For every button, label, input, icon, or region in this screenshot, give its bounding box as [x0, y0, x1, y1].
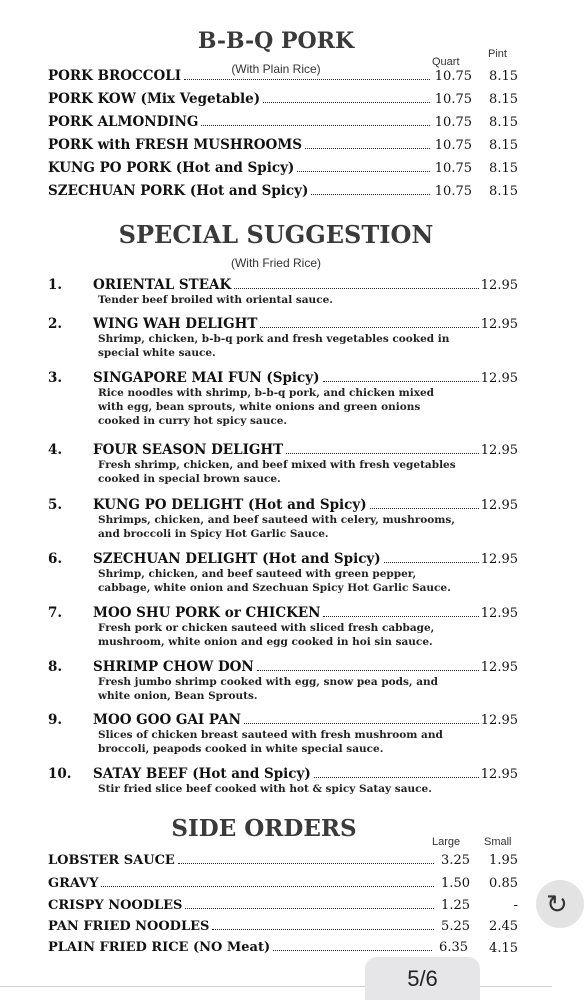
- side-order-item: [48, 898, 518, 918]
- item-price: 12.95: [480, 552, 518, 567]
- item-description: Stir fried slice beef cooked with hot & spicy Satay sauce.: [98, 783, 432, 795]
- item-number: 3.: [48, 370, 63, 386]
- item-number: 9.: [48, 712, 63, 728]
- special-item: [48, 605, 518, 649]
- side-order-item: [48, 919, 518, 939]
- leader-dots: [178, 863, 434, 864]
- leader-dots: [234, 288, 479, 289]
- special-item: [48, 277, 518, 307]
- item-price: 12.95: [480, 660, 518, 675]
- item-price: 12.95: [480, 767, 518, 782]
- item-price: 12.95: [480, 371, 518, 386]
- item-price: 12.95: [480, 606, 518, 621]
- col-large: Large: [432, 836, 461, 848]
- item-name: PORK BROCCOLI: [48, 68, 182, 84]
- special-item: [48, 712, 518, 756]
- item-name: PORK with FRESH MUSHROOMS: [48, 137, 303, 153]
- price-large: 6.35: [439, 940, 468, 955]
- item-name: FOUR SEASON DELIGHT: [93, 442, 284, 458]
- menu-item: [48, 160, 518, 180]
- leader-dots: [314, 777, 479, 778]
- rotate-icon[interactable]: ↻: [536, 880, 584, 928]
- item-name: MOO SHU PORK or CHICKEN: [93, 605, 321, 621]
- item-price: 12.95: [480, 317, 518, 332]
- price-quart: 10.75: [434, 161, 472, 176]
- col-pint: Pint: [488, 48, 507, 60]
- item-name: KUNG PO PORK (Hot and Spicy): [48, 160, 295, 176]
- item-description: Tender beef broiled with oriental sauce.: [98, 294, 333, 306]
- item-price: 12.95: [480, 713, 518, 728]
- special-item: [48, 551, 518, 595]
- side-order-item: [48, 853, 518, 873]
- item-number: 8.: [48, 659, 63, 675]
- price-quart: 10.75: [434, 92, 472, 107]
- item-price: 12.95: [480, 278, 518, 293]
- leader-dots: [263, 102, 430, 103]
- special-subtitle: (With Fried Rice): [230, 256, 321, 270]
- price-quart: 10.75: [434, 138, 472, 153]
- item-number: 4.: [48, 442, 63, 458]
- leader-dots: [101, 886, 434, 887]
- item-name: KUNG PO DELIGHT (Hot and Spicy): [93, 497, 367, 513]
- item-name: GRAVY: [48, 876, 99, 891]
- leader-dots: [212, 929, 434, 930]
- leader-dots: [286, 453, 479, 454]
- page-indicator[interactable]: 5/6: [365, 957, 480, 1000]
- price-large: 3.25: [441, 853, 470, 868]
- price-large: 5.25: [441, 919, 470, 934]
- item-name: SATAY BEEF (Hot and Spicy): [93, 766, 311, 782]
- leader-dots: [370, 508, 479, 509]
- item-price: 12.95: [480, 498, 518, 513]
- leader-dots: [244, 723, 479, 724]
- price-pint: 8.15: [489, 138, 518, 153]
- item-description: Slices of chicken breast sauteed with fresh mushroom and broccoli, peapods cooked in white special sauce.: [98, 729, 443, 755]
- item-description: Fresh jumbo shrimp cooked with egg, snow pea pods, and white onion, Bean Sprouts.: [98, 676, 439, 702]
- item-name: PLAIN FRIED RICE (NO Meat): [48, 940, 271, 955]
- item-name: MOO GOO GAI PAN: [93, 712, 241, 728]
- price-quart: 10.75: [434, 184, 472, 199]
- menu-item: [48, 91, 518, 111]
- special-item: [48, 442, 518, 486]
- price-small: 2.45: [489, 919, 518, 934]
- special-title: SPECIAL SUGGESTION: [118, 220, 434, 249]
- item-number: 5.: [48, 497, 63, 513]
- item-description: Rice noodles with shrimp, b-b-q pork, and chicken mixed with egg, bean sprouts, white onions and green onions cooked in curry hot spicy sauce.: [98, 387, 434, 427]
- item-number: 6.: [48, 551, 63, 567]
- price-small: -: [513, 898, 518, 913]
- item-description: Shrimp, chicken, b-b-q pork and fresh vegetables cooked in special white sauce.: [98, 333, 450, 359]
- item-name: SZECHUAN PORK (Hot and Spicy): [48, 183, 309, 199]
- price-pint: 8.15: [489, 92, 518, 107]
- special-item: [48, 659, 518, 703]
- price-large: 1.50: [441, 876, 470, 891]
- item-description: Fresh shrimp, chicken, and beef mixed with fresh vegetables cooked in special brown sauce.: [98, 459, 456, 485]
- leader-dots: [185, 908, 434, 909]
- item-number: 2.: [48, 316, 63, 332]
- item-description: Shrimp, chicken, and beef sauteed with green pepper, cabbage, white onion and Szechuan Spicy Hot Garlic Sauce.: [98, 568, 451, 594]
- item-name: LOBSTER SAUCE: [48, 853, 175, 868]
- item-name: PORK KOW (Mix Vegetable): [48, 91, 261, 107]
- price-large: 1.25: [441, 898, 470, 913]
- price-pint: 8.15: [489, 69, 518, 84]
- leader-dots: [305, 148, 430, 149]
- special-item: [48, 370, 518, 428]
- price-small: 0.85: [489, 876, 518, 891]
- price-small: 4.15: [489, 941, 518, 956]
- item-name: SINGAPORE MAI FUN (Spicy): [93, 370, 320, 386]
- leader-dots: [323, 616, 478, 617]
- leader-dots: [311, 194, 430, 195]
- item-name: CRISPY NOODLES: [48, 898, 183, 913]
- bbq-pork-subtitle: (With Plain Rice): [231, 62, 321, 76]
- leader-dots: [384, 562, 479, 563]
- side-order-item: [48, 876, 518, 896]
- item-name: WING WAH DELIGHT: [93, 316, 258, 332]
- col-small: Small: [484, 836, 512, 848]
- leader-dots: [257, 670, 479, 671]
- price-pint: 8.15: [489, 184, 518, 199]
- col-quart: Quart: [432, 56, 460, 68]
- item-name: SHRIMP CHOW DON: [93, 659, 254, 675]
- item-description: Shrimps, chicken, and beef sauteed with celery, mushrooms, and broccoli in Spicy Hot Garlic Sauce.: [98, 514, 455, 540]
- menu-item: [48, 183, 518, 203]
- side-orders-title: SIDE ORDERS: [171, 815, 357, 842]
- price-quart: 10.75: [434, 69, 472, 84]
- bbq-pork-title: B-B-Q PORK: [197, 28, 355, 54]
- menu-item: [48, 68, 518, 88]
- item-number: 1.: [48, 277, 63, 293]
- leader-dots: [201, 125, 430, 126]
- item-name: ORIENTAL STEAK: [93, 277, 232, 293]
- item-name: SZECHUAN DELIGHT (Hot and Spicy): [93, 551, 381, 567]
- menu-item: [48, 114, 518, 134]
- special-item: [48, 497, 518, 541]
- special-item: [48, 316, 518, 360]
- leader-dots: [323, 381, 479, 382]
- price-pint: 8.15: [489, 161, 518, 176]
- price-small: 1.95: [489, 853, 518, 868]
- leader-dots: [260, 327, 478, 328]
- side-order-item-small-price: [468, 941, 518, 961]
- leader-dots: [297, 171, 430, 172]
- menu-item: [48, 137, 518, 157]
- leader-dots: [273, 950, 432, 951]
- item-price: 12.95: [480, 443, 518, 458]
- item-number: 10.: [48, 766, 72, 782]
- item-name: PORK ALMONDING: [48, 114, 199, 130]
- item-number: 7.: [48, 605, 63, 621]
- item-description: Fresh pork or chicken sauteed with sliced fresh cabbage, mushroom, white onion and egg cooked in hoi sin sauce.: [98, 622, 435, 648]
- leader-dots: [184, 79, 430, 80]
- price-quart: 10.75: [434, 115, 472, 130]
- item-name: PAN FRIED NOODLES: [48, 919, 210, 934]
- price-pint: 8.15: [489, 115, 518, 130]
- special-item: [48, 766, 518, 796]
